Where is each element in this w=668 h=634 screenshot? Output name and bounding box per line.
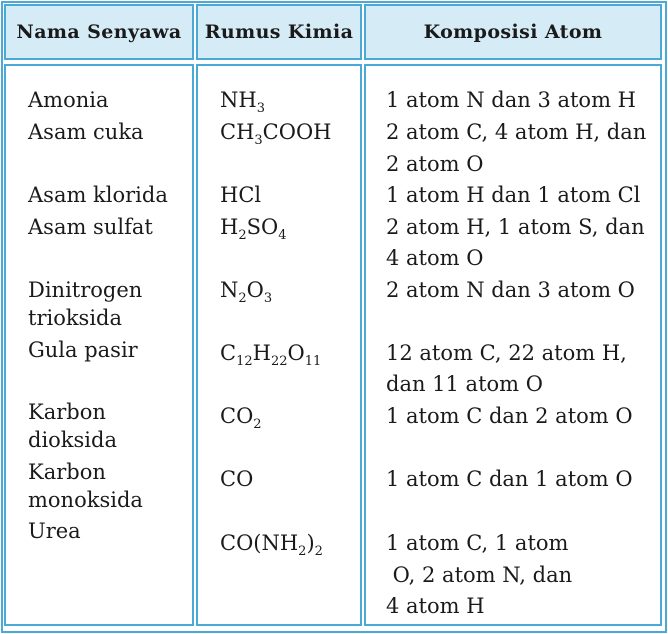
header-komposisi-atom: Komposisi Atom	[364, 4, 662, 60]
atom-composition: 2 atom H, 1 atom S, dan	[386, 215, 645, 239]
compound-name: Dinitrogen	[28, 278, 143, 302]
chemical-formula: $CH_3COOH$	[220, 120, 332, 148]
chemical-formula: $C_{12}H_{22}O_{11}$	[220, 341, 322, 369]
compound-name: dioksida	[28, 428, 117, 452]
chemical-formula: HCl	[220, 183, 262, 207]
chemical-formula: $N_2O_3$	[220, 278, 273, 306]
atom-composition: 1 atom H dan 1 atom Cl	[386, 183, 641, 207]
compound-name: trioksida	[28, 306, 123, 330]
header-nama-senyawa: Nama Senyawa	[4, 4, 194, 60]
compound-name: Karbon	[28, 460, 106, 484]
atom-composition: 2 atom N dan 3 atom O	[386, 278, 635, 302]
atom-composition: dan 11 atom O	[386, 372, 543, 396]
atom-composition: 1 atom C dan 2 atom O	[386, 404, 633, 428]
atom-composition: 1 atom N dan 3 atom H	[386, 88, 636, 112]
atom-composition: 2 atom C, 4 atom H, dan	[386, 120, 647, 144]
chemical-formula: $NH_3$	[220, 88, 265, 116]
chemical-formula: $H_2SO_4$	[220, 215, 287, 243]
atom-composition: 2 atom O	[386, 152, 484, 176]
atom-composition: 1 atom C dan 1 atom O	[386, 467, 633, 491]
compound-name: Asam cuka	[28, 120, 144, 144]
chemical-formula: $CO(NH_2)_2$	[220, 531, 323, 559]
compound-name: monoksida	[28, 488, 143, 512]
atom-composition: 4 atom O	[386, 246, 484, 270]
compound-name: Asam klorida	[28, 183, 168, 207]
compound-name: Amonia	[28, 88, 109, 112]
chemical-formula: $CO_2$	[220, 404, 262, 432]
compound-name: Karbon	[28, 400, 106, 424]
atom-composition: 1 atom C, 1 atom	[386, 531, 569, 555]
atom-composition: O, 2 atom N, dan	[386, 563, 573, 587]
compound-name: Asam sulfat	[28, 215, 153, 239]
compound-name: Urea	[28, 519, 81, 543]
compound-name: Gula pasir	[28, 338, 138, 362]
atom-composition: 4 atom H	[386, 594, 485, 618]
header-rumus-kimia: Rumus Kimia	[196, 4, 362, 60]
atom-composition: 12 atom C, 22 atom H,	[386, 341, 627, 365]
chemical-formula: CO	[220, 467, 254, 491]
